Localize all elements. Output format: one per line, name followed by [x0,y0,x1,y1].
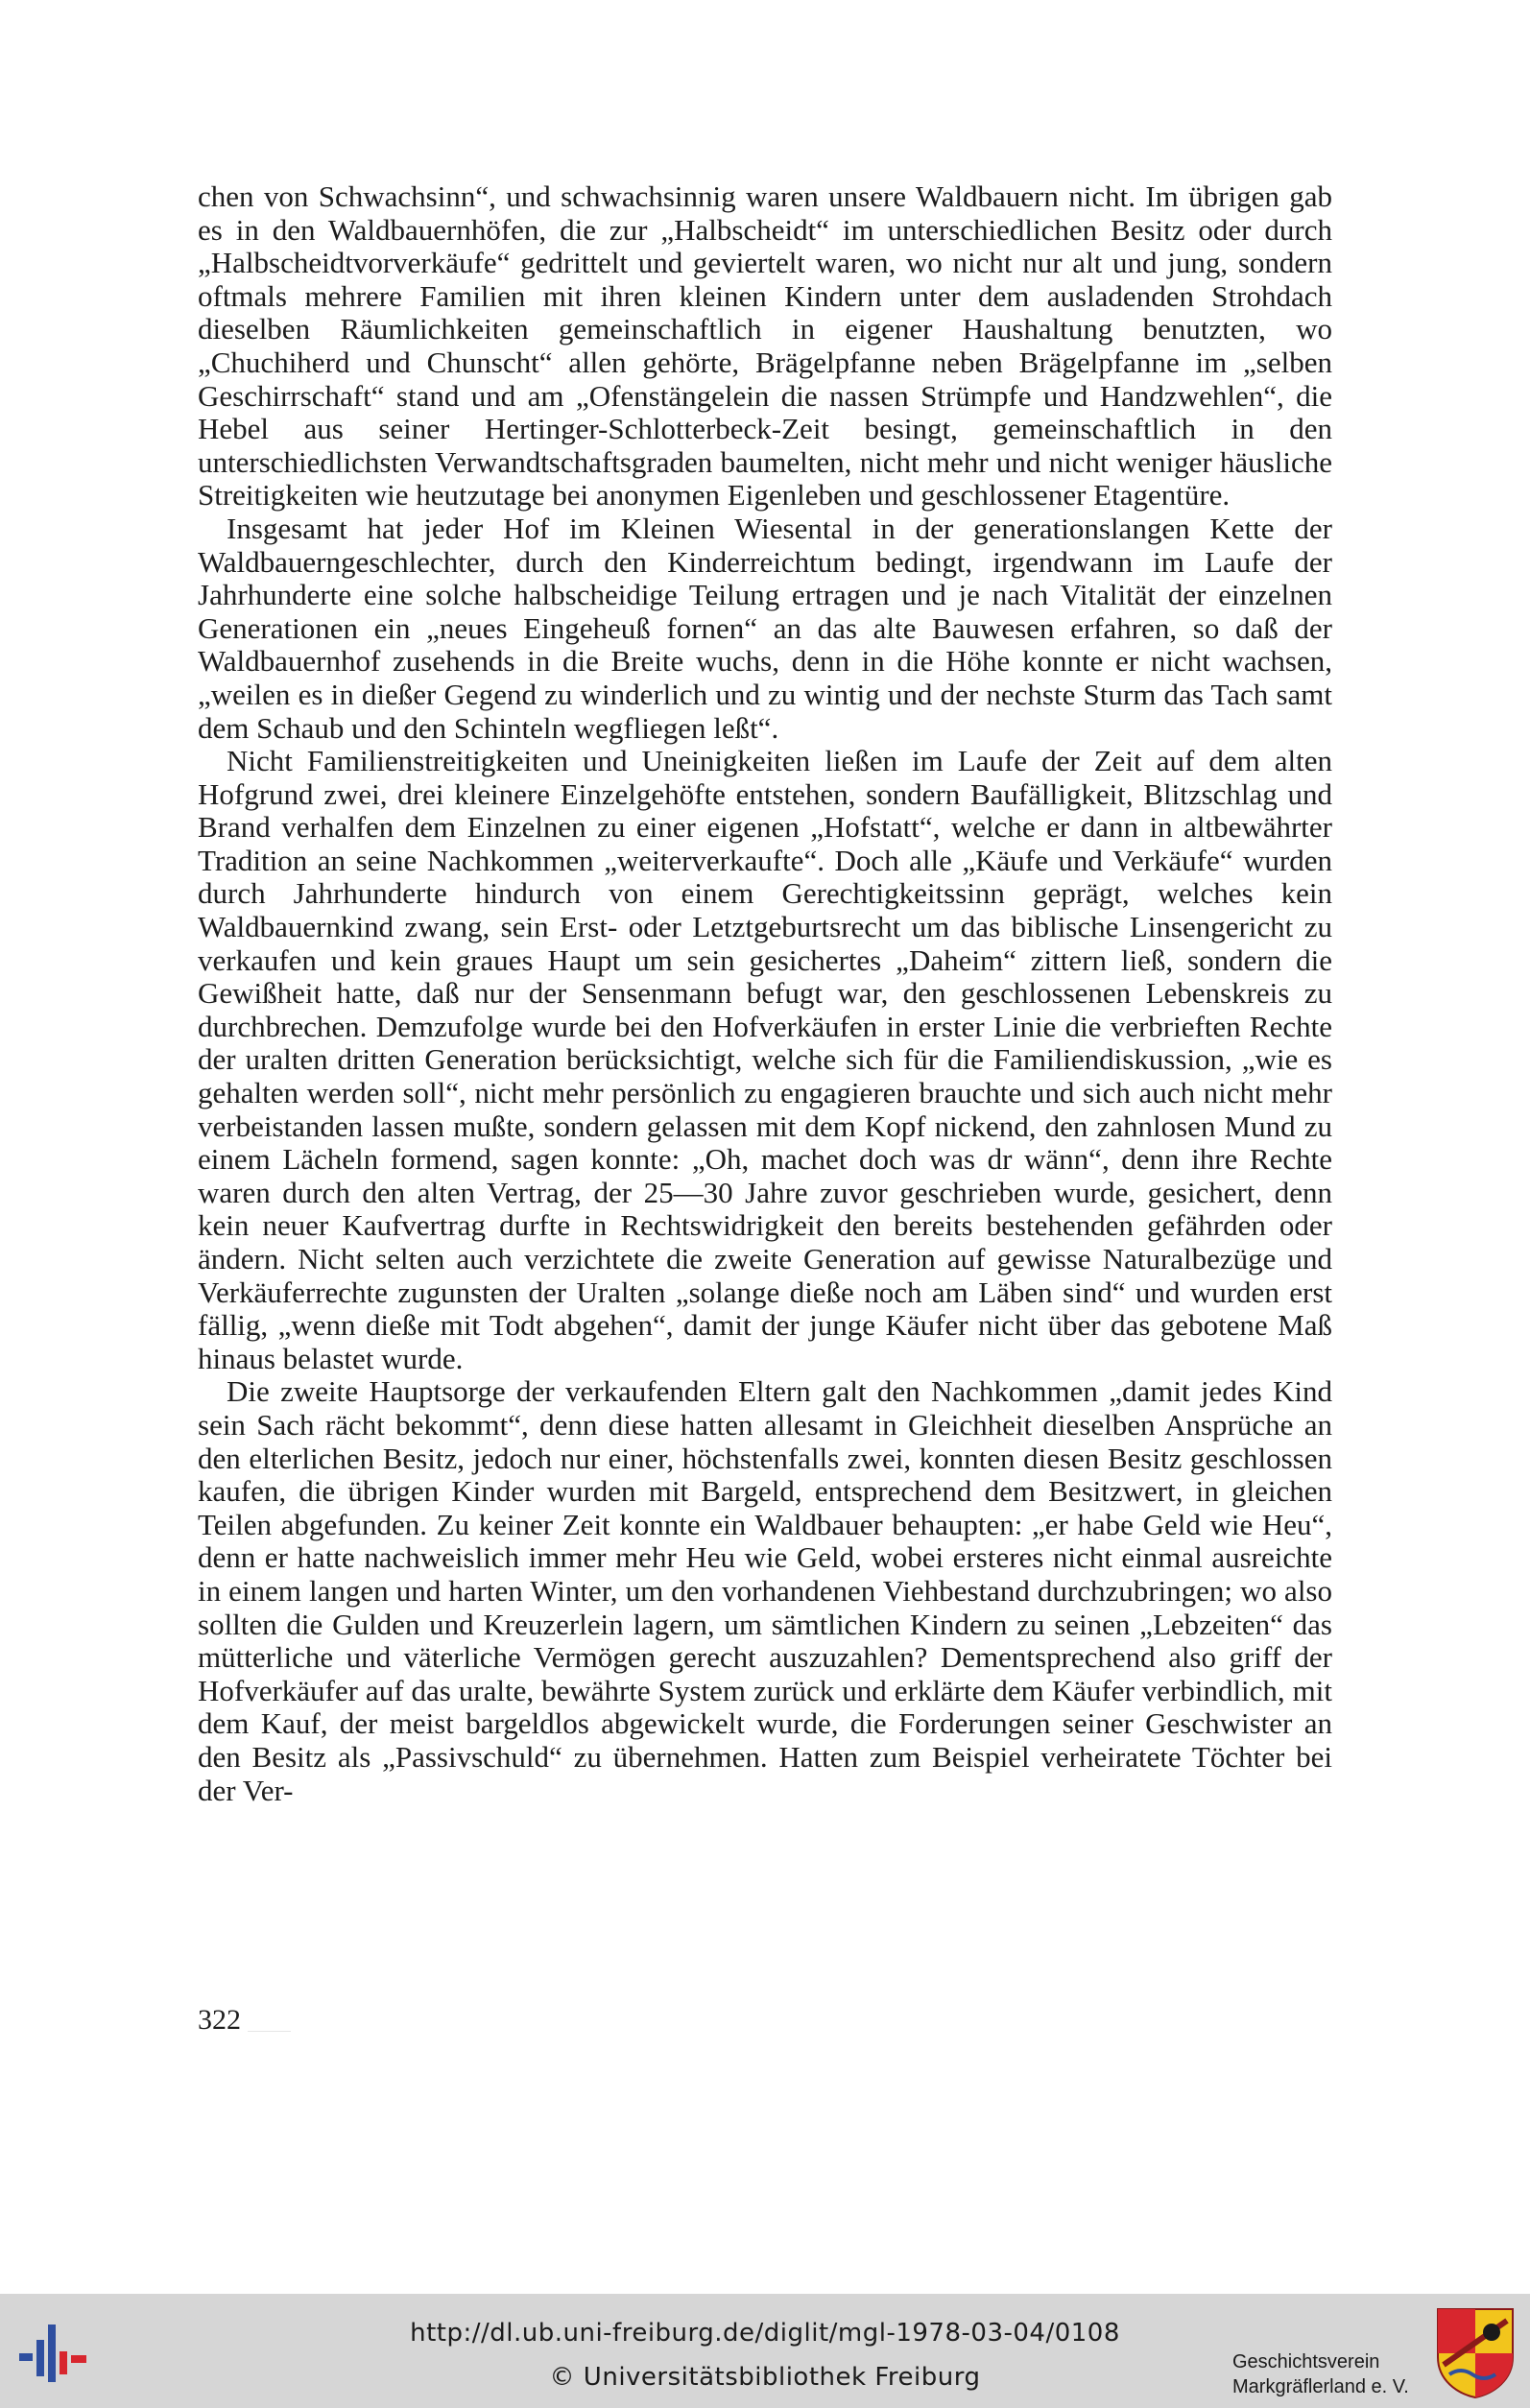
body-text [198,180,1332,1807]
society-name [1232,2349,1424,2399]
society-line-1: Geschichtsverein [1232,2351,1380,2372]
page-number-rule [248,2031,291,2032]
society-crest-icon [1436,2307,1515,2399]
paragraph-3: Nicht Familienstreitigkeiten und Uneinigkeiten ließen im Laufe der Zeit auf dem alten Hofgrund zwei, drei kleinere Einzelgehöfte entstehen, sondern Baufälligkeit, Blitzschlag und Brand verhalfen dem Einzelnen zu einer eigenen „Hofstatt“, welche er dann in altbewährter Tradition an seine Nachkommen „weiterverkaufte“. Doch alle „Käufe und Verkäufe“ wurden durch Jahrhunderte hindurch von einem Gerechtigkeitssinn geprägt, welches kein Waldbauernkind zwang, sein Erst- oder Letztgeburtsrecht um das biblische Linsengericht zu verkaufen und kein graues Haupt um sein gesichertes „Daheim“ zittern ließ, sondern die Gewißheit hatte, daß nur der Sensenmann befugt war, den geschlossenen Lebenskreis zu durchbrechen. Demzufolge wurde bei den Hofverkäufen in erster Linie die verbrieften Rechte der uralten dritten Generation berücksichtigt, welche sich für die Familiendiskussion, „wie es gehalten werden soll“, nicht mehr persönlich zu engagieren brauchte und sich auch nicht mehr verbeistanden lassen mußte, sondern gelassen mit dem Kopf nickend, den zahnlosen Mund zu einem Lächeln formend, sagen konnte: „Oh, machet doch was dr wänn“, denn ihre Rechte waren durch den alten Vertrag, der 25—30 Jahre zuvor geschrieben wurde, gesichert, denn kein neuer Kaufvertrag durfte in Rechtswidrigkeit den bereits bestehenden gefährden oder ändern. Nicht selten auch verzichtete die zweite Generation auf gewisse Naturalbezüge und Verkäuferrechte zugunsten der Uralten „solange dieße noch am Läben sind“ und wurden erst fällig, „wenn dieße mit Todt abgehen“, damit der junge Käufer nicht über das gebotene Maß hinaus belastet wurde. [198,744,1332,1375]
paragraph-2: Insgesamt hat jeder Hof im Kleinen Wiesental in der generationslangen Kette der Waldbauerngeschlechter, durch den Kinderreichtum bedingt, irgendwann im Laufe der Jahrhunderte eine solche halbscheidige Teilung ertragen und je nach Vitalität der einzelnen Generationen ein „neues Eingeheuß fornen“ an das alte Bauwesen erfahren, so daß der Waldbauernhof zusehends in die Breite wuchs, denn in die Höhe konnte er nicht wachsen, „weilen es in dießer Gegend zu winderlich und zu wintig und der nechste Sturm das Tach samt dem Schaub und den Schinteln wegfliegen leßt“. [198,511,1332,745]
copyright-text: © Universitätsbibliothek Freiburg [549,2363,981,2392]
society-line-2: Markgräflerland e. V. [1232,2376,1409,2397]
document-url-link[interactable]: http://dl.ub.uni-freiburg.de/diglit/mgl-1978-03-04/0108 [410,2319,1120,2348]
paragraph-4: Die zweite Hauptsorge der verkaufenden Eltern galt den Nachkommen „damit jedes Kind sein Sach rächt bekommt“, denn diese hatten allesamt in Gleichheit dieselben Ansprüche an den elterlichen Besitz, jedoch nur einer, höchstenfalls zwei, konnten diesen Besitz geschlossen kaufen, die übrigen Kinder wurden mit Bargeld, entsprechend dem Besitzwert, in gleichen Teilen abgefunden. Zu keiner Zeit konnte ein Waldbauer behaupten: „er habe Geld wie Heu“, denn er hatte nachweislich immer mehr Heu wie Geld, wobei ersteres nicht einmal ausreichte in einem langen und harten Winter, um den vorhandenen Viehbestand durchzubringen; wo also sollten die Gulden und Kreuzerlein lagern, um sämtlichen Kindern zu seinen „Lebzeiten“ das mütterliche und väterliche Vermögen gerecht auszuzahlen? Dementsprechend also griff der Hofverkäufer auf das uralte, bewährte System zurück und erklärte dem Käufer verbindlich, mit dem Kauf, der meist bargeldlos abgewickelt wurde, die Forderungen seiner Geschwister an den Besitz als „Passivschuld“ zu übernehmen. Hatten zum Beispiel verheiratete Töchter bei der Ver- [198,1374,1332,1807]
paragraph-1: chen von Schwachsinn“, und schwachsinnig waren unsere Waldbauern nicht. Im übrigen gab es in den Waldbauernhöfen, die zur „Halbscheidt“ im unterschiedlichen Besitz oder durch „Halbscheidtvorverkäufe“ gedrittelt und geviertelt waren, wo nicht nur alt und jung, sondern oftmals mehrere Familien mit ihren kleinen Kindern unter dem ausladenden Strohdach dieselben Räumlichkeiten gemeinschaftlich in eigener Haushaltung benutzten, wo „Chuchiherd und Chunscht“ allen gehörte, Brägelpfanne neben Brägelpfanne im „selben Geschirrschaft“ stand und am „Ofenstängelein die nassen Strümpfe und Handzwehlen“, die Hebel aus seiner Hertinger-Schlotterbeck-Zeit besingt, gemeinschaftlich in den unterschiedlichsten Verwandtschaftsgraden baumelten, nicht mehr und nicht weniger häusliche Streitigkeiten wie heutzutage bei anonymen Eigenleben und geschlossener Etagentüre. [198,179,1332,513]
page-number: 322 [198,2004,241,2036]
